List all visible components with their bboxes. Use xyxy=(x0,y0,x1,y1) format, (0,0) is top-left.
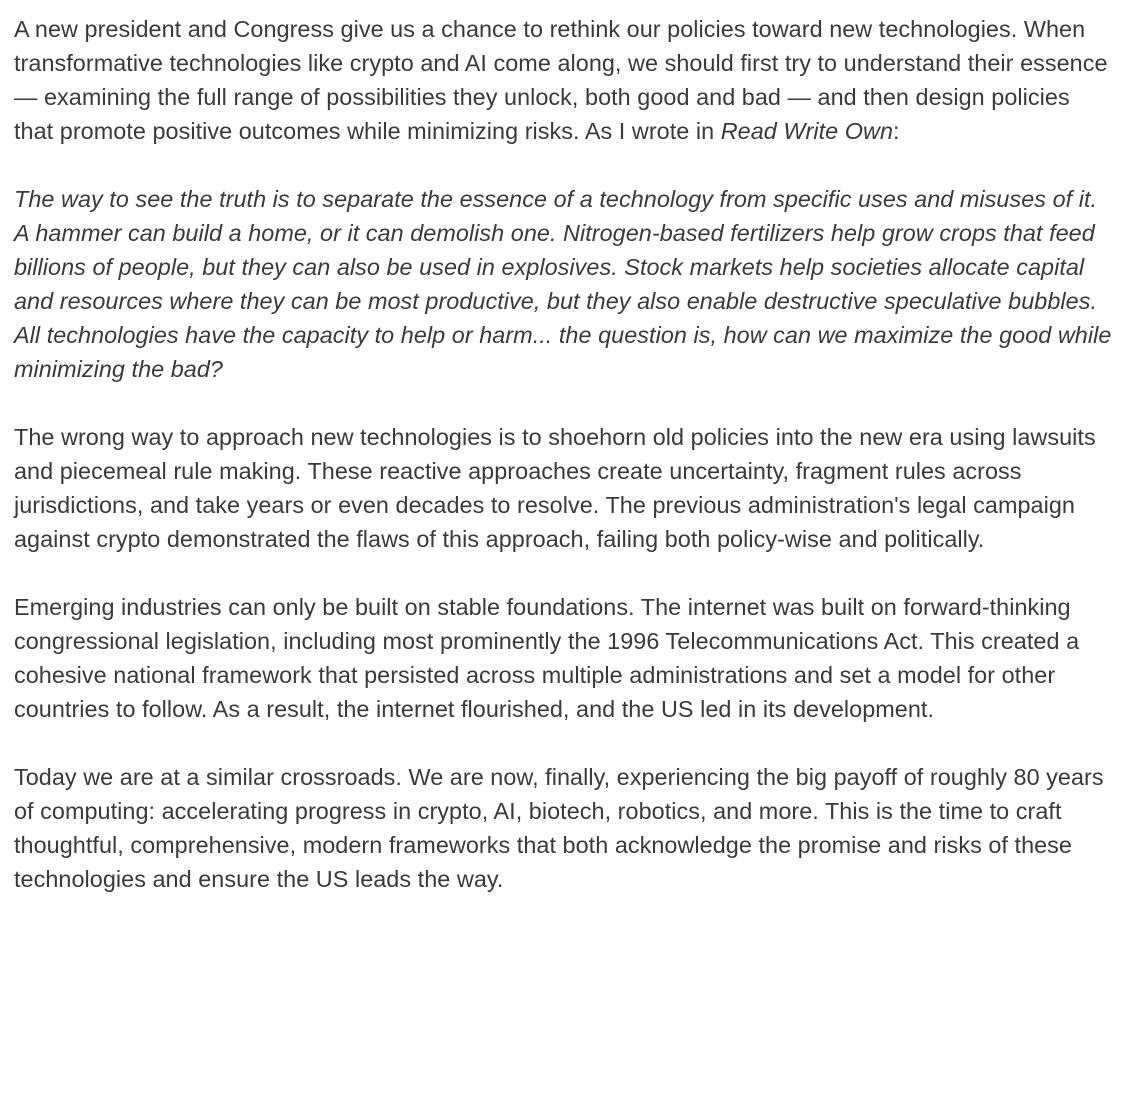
paragraph-stable-foundations: Emerging industries can only be built on stable foundations. The internet was built on forward-thinking congressional legislation, including most prominently the 1996 Telecommunications Act. This created a cohesive national framework that persisted across multiple administrations and set a model for other countries to follow. As a result, the internet flourished, and the US led in its development. xyxy=(14,594,1080,722)
paragraph-crossroads: Today we are at a similar crossroads. We are now, finally, experiencing the big payoff of roughly 80 years of computing: accelerating progress in crypto, AI, biotech, robotics, and more. This is the time to craft thoughtful, comprehensive, modern frameworks that both acknowledge the promise and risks of these technologies and ensure the US leads the way. xyxy=(14,764,1104,892)
intro-text: A new president and Congress give us a chance to rethink our policies toward new technologies. When transformative technologies like crypto and AI come along, we should first try to understand their essence — examining the full range of possibilities they unlock, both good and bad — and then design policies that promote positive outcomes while minimizing risks. As I wrote in xyxy=(14,16,1108,144)
intro-colon: : xyxy=(893,118,900,144)
paragraph-wrong-way: The wrong way to approach new technologies is to shoehorn old policies into the new era using lawsuits and piecemeal rule making. These reactive approaches create uncertainty, fragment rules across jurisdictions, and take years or even decades to resolve. The previous administration's legal campaign against crypto demonstrated the flaws of this approach, failing both policy-wise and politically. xyxy=(14,424,1096,552)
article-body xyxy=(14,12,1112,896)
block-quote: The way to see the truth is to separate the essence of a technology from specific uses and misuses of it. A hammer can build a home, or it can demolish one. Nitrogen-based fertilizers help grow crops that feed billions of people, but they can also be used in explosives. Stock markets help societies allocate capital and resources where they can be most productive, but they also enable destructive speculative bubbles. All technologies have the capacity to help or harm... the question is, how can we maximize the good while minimizing the bad? xyxy=(14,186,1112,382)
paragraph-intro xyxy=(14,12,1112,148)
book-title: Read Write Own xyxy=(720,118,894,144)
